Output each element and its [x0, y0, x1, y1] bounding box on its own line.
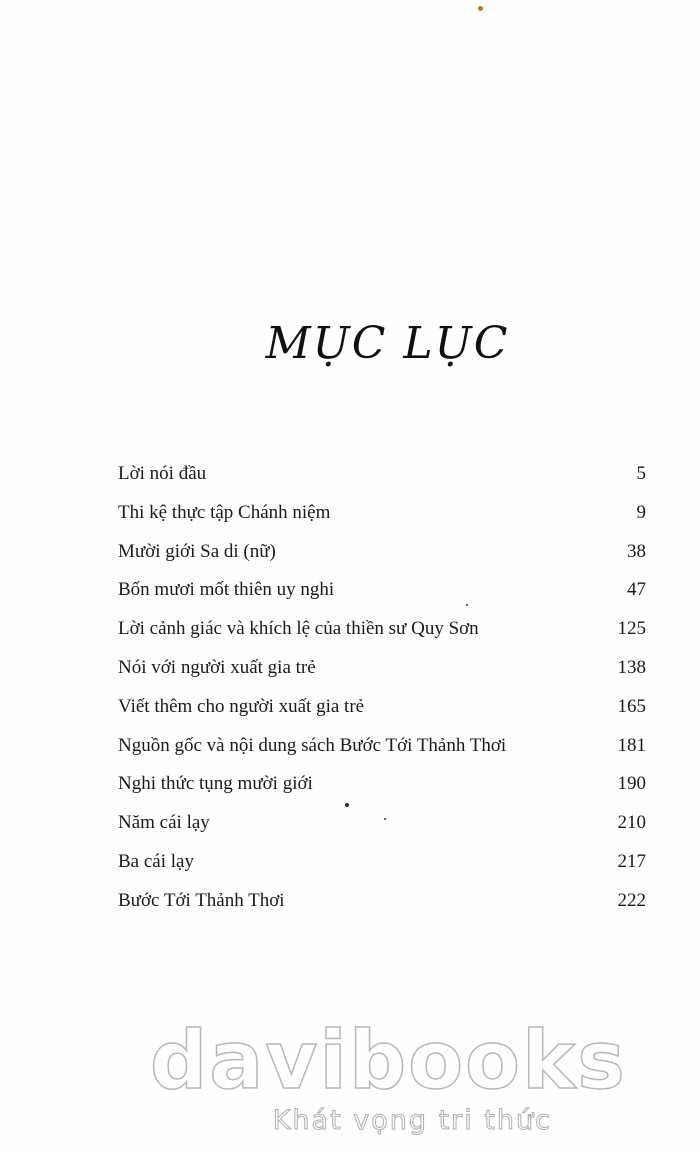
toc-entry-page: 222: [617, 889, 646, 911]
toc-entry: [118, 688, 646, 727]
table-of-contents: [118, 455, 646, 921]
toc-entry-title: Thi kệ thực tập Chánh niệm: [118, 501, 331, 523]
publisher-watermark: [150, 1014, 627, 1136]
toc-entry: [118, 804, 646, 843]
toc-entry: [118, 455, 646, 494]
toc-entry-page: 138: [617, 656, 646, 678]
toc-entry-page: 190: [617, 773, 646, 795]
toc-entry-page: 217: [617, 850, 646, 872]
toc-entry-page: 38: [627, 540, 646, 562]
toc-entry-title: Năm cái lạy: [118, 812, 210, 834]
toc-entry-title: Bước Tới Thảnh Thơi: [118, 889, 285, 911]
watermark-brand: davibooks: [150, 1014, 627, 1107]
toc-entry-title: Ba cái lạy: [118, 850, 194, 872]
toc-entry-page: 125: [617, 618, 646, 640]
toc-entry-title: Nguồn gốc và nội dung sách Bước Tới Thảnh Thơi: [118, 734, 507, 756]
toc-entry-page: 165: [617, 695, 646, 717]
toc-entry-title: Viết thêm cho người xuất gia trẻ: [118, 695, 365, 717]
page-title: MỤC LỤC: [265, 318, 510, 369]
toc-entry-page: 5: [636, 463, 646, 484]
toc-entry: [118, 882, 646, 921]
watermark-tagline: Khát vọng tri thức: [272, 1105, 552, 1136]
toc-entry: [118, 765, 646, 804]
toc-entry: [118, 727, 646, 766]
toc-entry-title: Mười giới Sa di (nữ): [118, 540, 276, 562]
toc-entry: [118, 571, 646, 610]
toc-entry-page: 181: [617, 734, 646, 756]
toc-entry: [118, 494, 646, 533]
toc-entry: [118, 610, 646, 649]
toc-entry-title: Lời cảnh giác và khích lệ của thiền sư Quy Sơn: [118, 618, 479, 640]
toc-entry: [118, 843, 646, 882]
toc-entry-page: 47: [627, 579, 646, 601]
toc-entry-title: Bốn mươi mốt thiên uy nghi: [118, 579, 335, 601]
toc-entry-title: Lời nói đầu: [118, 463, 207, 484]
toc-entry-title: Nghi thức tụng mười giới: [118, 773, 313, 795]
toc-entry-page: 9: [636, 501, 646, 523]
toc-entry-title: Nói với người xuất gia trẻ: [118, 656, 316, 678]
toc-entry: [118, 649, 646, 688]
ink-speck: [478, 6, 483, 11]
toc-entry-page: 210: [617, 812, 646, 834]
toc-entry: [118, 533, 646, 572]
